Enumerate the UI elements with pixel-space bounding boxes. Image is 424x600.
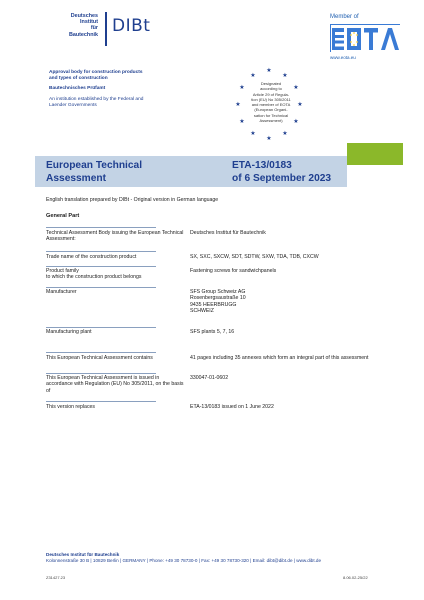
- svg-text:★: ★: [250, 72, 256, 79]
- document-type: European Technical Assessment: [46, 160, 143, 184]
- eota-mark-box: [330, 24, 400, 52]
- footer-address: Kolonnenstraße 30 B | 10829 Berlin | GERMANY | Phone: +49 30 78730-0 | Fax: +49 30 78730-320 | Email: dibt@dibt.de | www.dibt.de: [46, 558, 322, 563]
- row-value: 41 pages including 35 annexes which form an integral part of this assessment: [190, 355, 369, 361]
- row-key: Technical Assessment Body issuing the European Technical Assessment:: [46, 230, 184, 243]
- eota-mark-icon: [331, 25, 401, 53]
- row-value: Fastening screws for sandwichpanels: [190, 268, 277, 274]
- accent-bar: [347, 143, 403, 165]
- row-divider: [46, 327, 156, 328]
- svg-text:★: ★: [239, 118, 245, 125]
- footer: [46, 552, 321, 564]
- dibt-mark: DIBt: [112, 16, 151, 36]
- svg-text:★: ★: [282, 130, 288, 137]
- row-value: SFS Group Schweiz AG Rosenbergsaustraße 10 9435 HEERBRUGG SCHWEIZ: [190, 289, 246, 315]
- row-value: Deutsches Institut für Bautechnik: [190, 230, 266, 236]
- translation-note: English translation prepared by DIBt - Original version in German language: [46, 197, 219, 203]
- row-key: Product family to which the construction product belongs: [46, 268, 142, 281]
- row-divider: [46, 287, 156, 288]
- svg-text:★: ★: [266, 135, 272, 142]
- eta-number: ETA-13/0183 of 6 September 2023: [232, 160, 332, 184]
- row-divider: [46, 251, 156, 252]
- svg-text:★: ★: [293, 118, 299, 125]
- row-divider: [46, 227, 156, 228]
- row-key: This European Technical Assessment is issued in accordance with Regulation (EU) No 305/2011, on the basis of: [46, 375, 184, 394]
- svg-text:★: ★: [293, 84, 299, 91]
- row-key: Manufacturing plant: [46, 329, 92, 335]
- row-divider: [46, 401, 156, 402]
- row-value: SFS plants 5, 7, 16: [190, 329, 235, 335]
- row-key: Manufacturer: [46, 289, 77, 295]
- eota-logo: [330, 14, 400, 62]
- svg-text:★: ★: [250, 130, 256, 137]
- svg-text:★: ★: [282, 72, 288, 79]
- document-code: Z31427.23: [46, 575, 66, 580]
- row-divider: [46, 373, 156, 374]
- dibt-name: Deutsches Institut für Bautechnik: [68, 13, 98, 38]
- row-key: This European Technical Assessment contains: [46, 355, 153, 361]
- row-value: SX, SXC, SXCW, SDT, SDTW, SXW, TDA, TDB, CXCW: [190, 254, 319, 260]
- row-divider: [46, 266, 156, 267]
- footer-org: Deutsches Institut für Bautechnik: [46, 552, 120, 557]
- row-value: 330047-01-0602: [190, 375, 229, 381]
- dibt-logo: [50, 10, 156, 56]
- svg-text:★: ★: [235, 101, 241, 108]
- section-heading: General Part: [46, 213, 80, 219]
- row-key: This version replaces: [46, 404, 96, 410]
- row-value: ETA-13/0183 issued on 1 June 2022: [190, 404, 274, 410]
- row-key: Trade name of the construction product: [46, 254, 137, 260]
- dibt-divider: [105, 12, 107, 46]
- eota-member-label: Member of: [330, 14, 359, 20]
- approval-block: Approval body for construction products and types of construction Bautechnisches Prüfamt An institution established by the Federal and Laender Governments: [49, 70, 144, 108]
- svg-text:★: ★: [297, 101, 303, 108]
- form-code: 8.06.02-25/22: [343, 575, 368, 580]
- designated-note: Designated according to Article 29 of Regula- tion (EU) No 305/2011 and member of EOTA (European Organi- sation for Technical Assessment): [251, 81, 291, 124]
- row-divider: [46, 352, 156, 353]
- eota-url: www.eota.eu: [330, 55, 356, 60]
- svg-text:★: ★: [239, 84, 245, 91]
- svg-text:★: ★: [266, 67, 272, 74]
